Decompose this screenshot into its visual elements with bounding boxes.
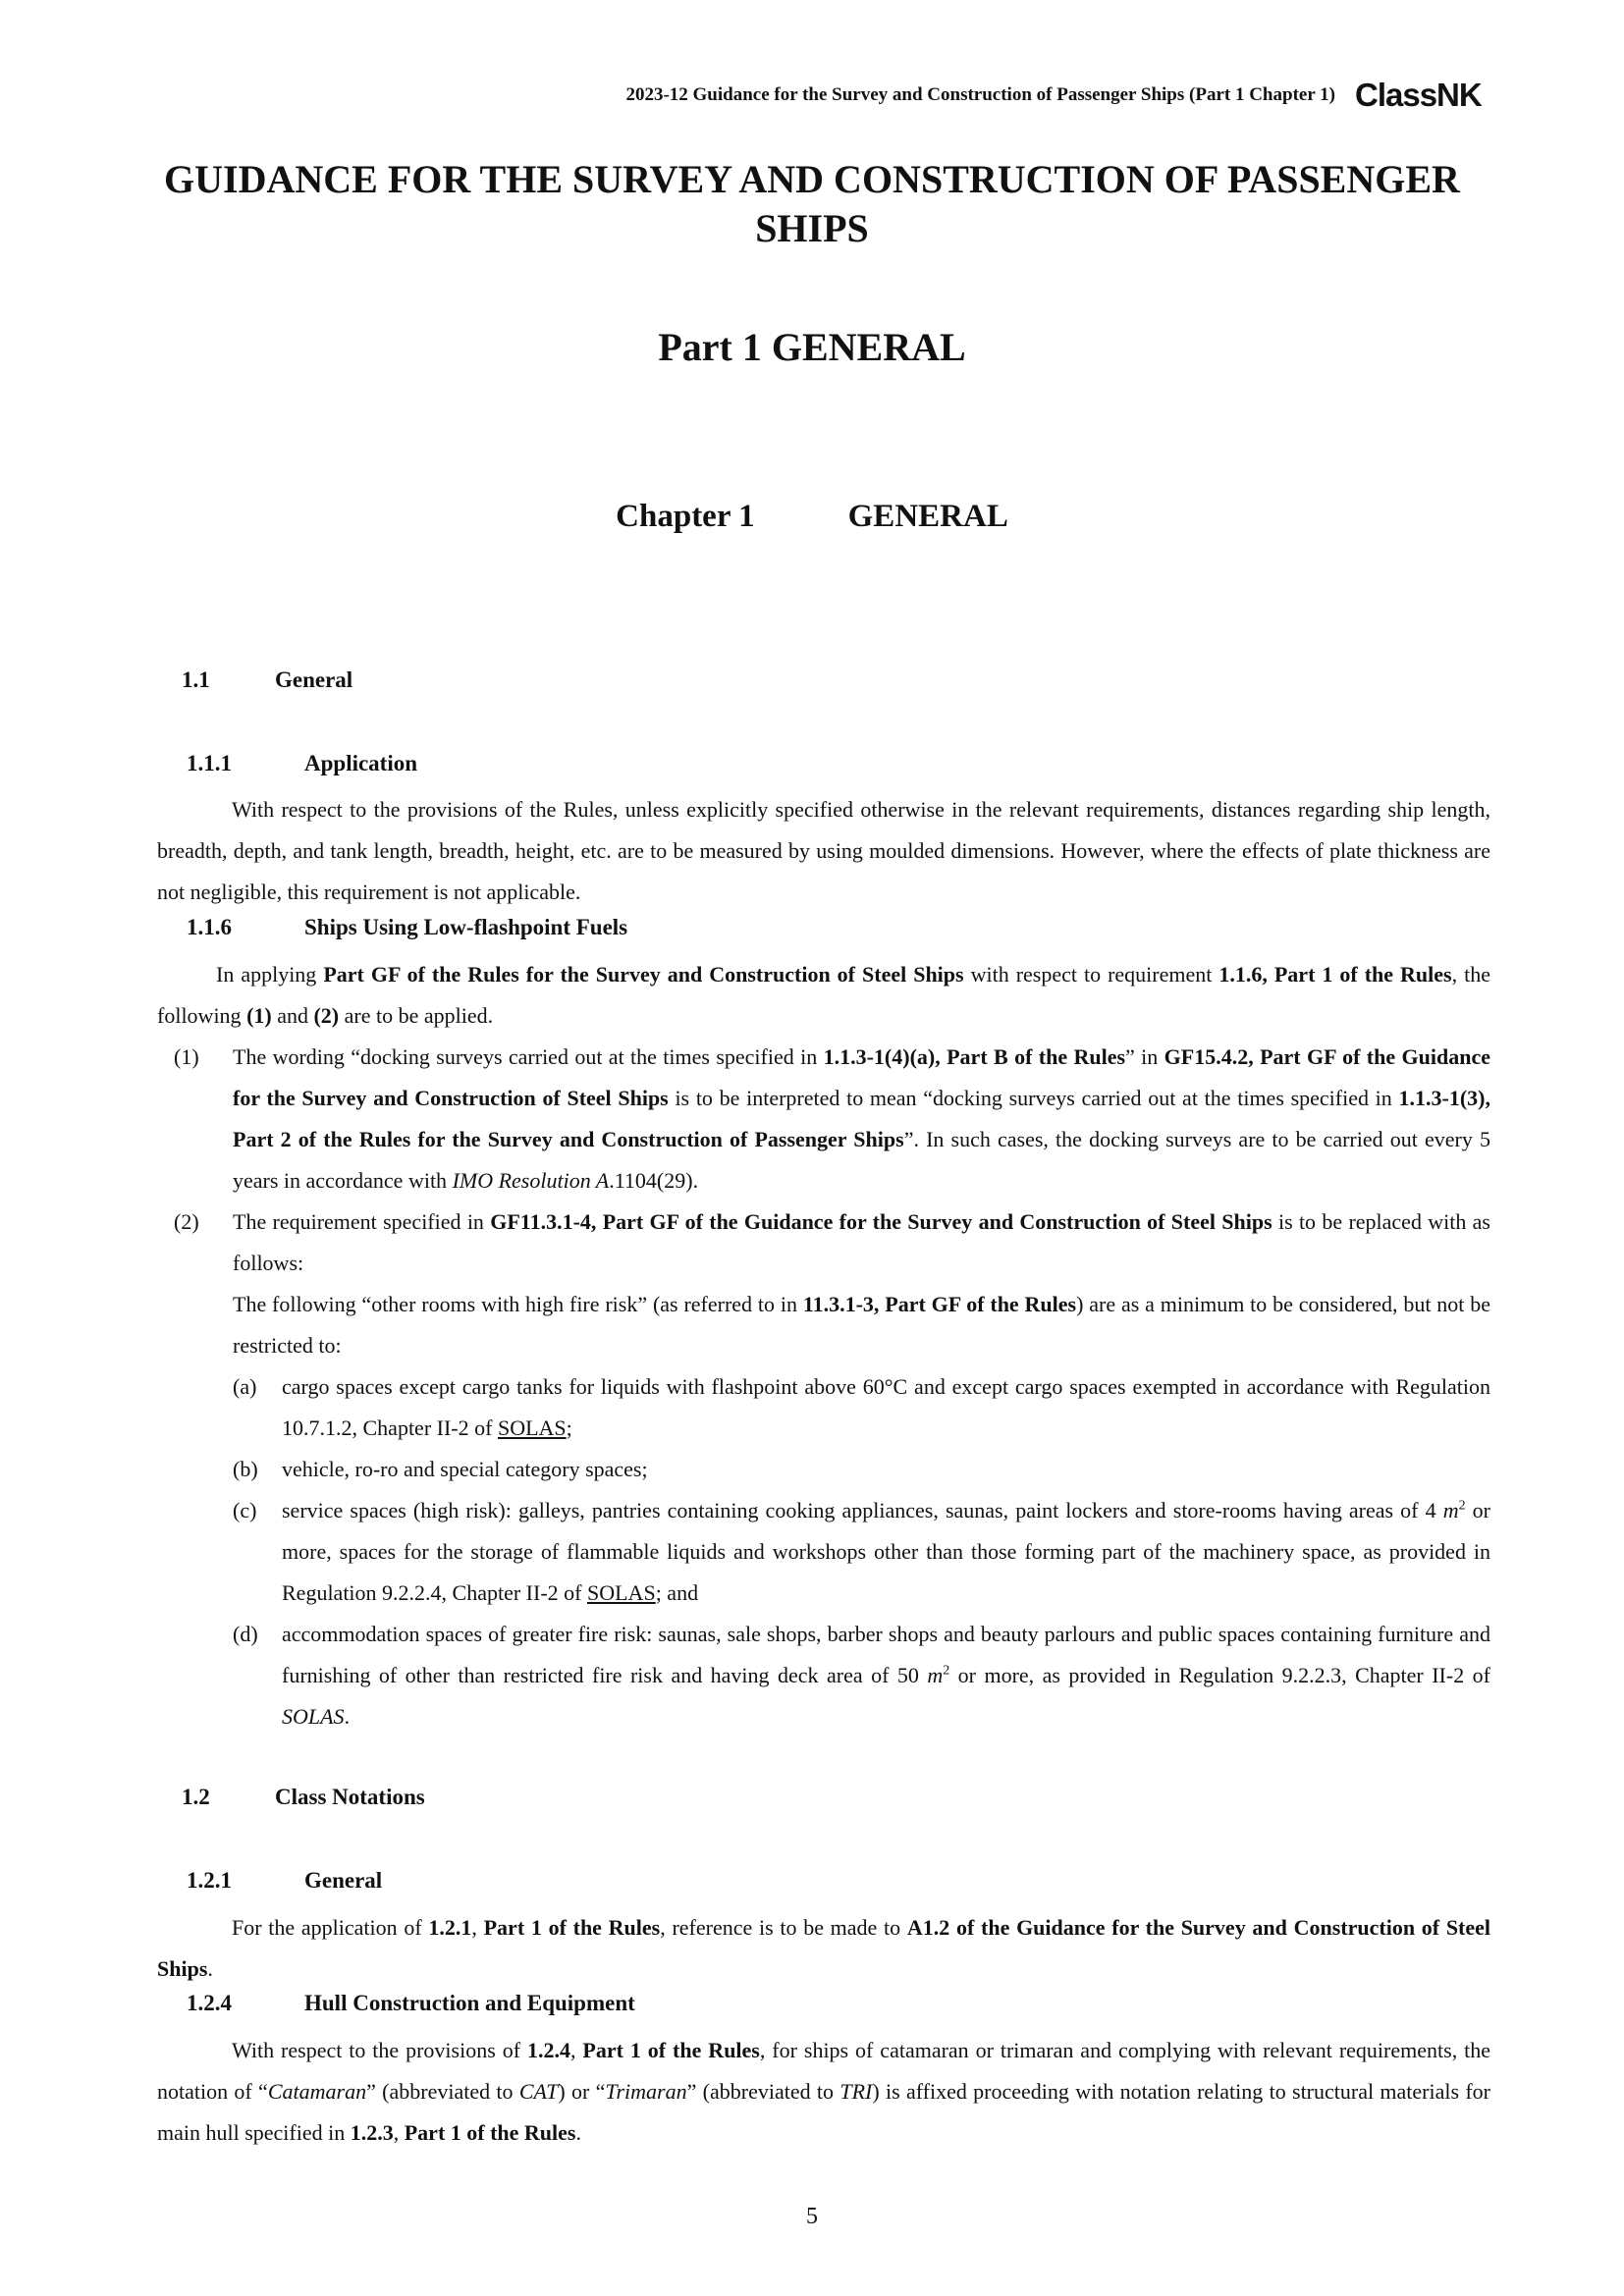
section-heading-1-2: 1.2 Class Notations xyxy=(182,1785,425,1809)
chapter-name: GENERAL xyxy=(847,499,1008,534)
list-item: (2) The requirement specified in GF11.3.1-4, Part GF of the Guidance for the Survey and Construction of Steel Ships is to be replaced with as follows: The following “other rooms with high fire risk” (as referred to in 11.3.1-3, Part GF of the Rules) are as a minimum to be considered, but not be restricted to: (a) cargo spaces except cargo tanks for liquids with flashpoint above 60°C and except cargo spaces exempted in accordance with Regulation 10.7.1.2, Chapter II-2 of SOLAS; (b) vehicle, ro-ro and special category spaces; (c) service spaces (high risk): galleys, pantries containing cooking appliances, saunas, paint lockers and store-rooms having areas of 4 $m^2$ or more, spaces for the storage of flammable liquids and workshops other than those forming part of the machinery space, as provided in Regulation 9.2.2.4, Chapter II-2 of SOLAS; and (d) accommodation spaces of greater fire risk: saunas, sale shops, barber shops and beauty parlours and public spaces containing furniture and furnishing of other than restricted fire risk and having deck area of 50 $m^2$ or more, as provided in Regulation 9.2.2.3, Chapter II-2 of SOLAS. xyxy=(157,1201,1490,1737)
list-item: (c) service spaces (high risk): galleys, pantries containing cooking appliances, saunas, paint lockers and store-rooms having areas of 4 $m^2$ or more, spaces for the storage of flammable liquids and workshops other than those forming part of the machinery space, as provided in Regulation 9.2.2.4, Chapter II-2 of SOLAS; and xyxy=(233,1490,1490,1614)
fire-risk-rooms-list xyxy=(233,1366,1490,1737)
list-item: (1) The wording “docking surveys carried out at the times specified in 1.1.3-1(4)(a), Part B of the Rules” in GF15.4.2, Part GF of the Guidance for the Survey and Construction of Steel Ships is to be interpreted to mean “docking surveys carried out at the times specified in 1.1.3-1(3), Part 2 of the Rules for the Survey and Construction of Passenger Ships”. In such cases, the docking surveys are to be carried out every 5 years in accordance with IMO Resolution A.1104(29). xyxy=(157,1037,1490,1201)
solas-link: SOLAS xyxy=(587,1580,656,1605)
page-number: 5 xyxy=(806,2204,818,2229)
list-marker: (b) xyxy=(233,1457,258,1481)
paragraph-low-flashpoint: In applying Part GF of the Rules for the Survey and Construction of Steel Ships with respect to requirement 1.1.6, Part 1 of the Rules, the following (1) and (2) are to be applied. xyxy=(157,962,1490,1028)
part-title: Part 1 GENERAL xyxy=(658,325,966,369)
list-item: (b) vehicle, ro-ro and special category spaces; xyxy=(233,1449,1490,1490)
paragraph-application: With respect to the provisions of the Rules, unless explicitly specified otherwise in the relevant requirements, distances regarding ship length, breadth, depth, and tank length, breadth, height, etc. are to be measured by using moulded dimensions. However, where the effects of plate thickness are not negligible, this requirement is not applicable. xyxy=(157,797,1490,904)
running-header: 2023-12 Guidance for the Survey and Construction of Passenger Ships (Part 1 Chapter 1) xyxy=(625,84,1335,105)
solas-link: SOLAS xyxy=(497,1415,567,1440)
list-marker: (c) xyxy=(233,1498,257,1522)
section-heading-1-2-1: 1.2.1 General xyxy=(187,1868,383,1893)
list-marker: (2) xyxy=(174,1209,199,1234)
list-item: (a) cargo spaces except cargo tanks for liquids with flashpoint above 60°C and except cargo spaces exempted in accordance with Regulation 10.7.1.2, Chapter II-2 of SOLAS; xyxy=(233,1366,1490,1449)
chapter-title xyxy=(0,499,1624,535)
section-heading-1-2-4: 1.2.4 Hull Construction and Equipment xyxy=(187,1991,635,2015)
document-title: GUIDANCE FOR THE SURVEY AND CONSTRUCTION OF PASSENGER SHIPS xyxy=(164,157,1460,250)
chapter-number: Chapter 1 xyxy=(616,499,755,534)
list-marker: (d) xyxy=(233,1622,258,1646)
paragraph-class-notation-general: For the application of 1.2.1, Part 1 of the Rules, reference is to be made to A1.2 of the Guidance for the Survey and Construction of Steel Ships. xyxy=(157,1915,1491,1981)
section-heading-1-1-6: 1.1.6 Ships Using Low-flashpoint Fuels xyxy=(187,915,628,939)
requirements-list xyxy=(157,1037,1490,1737)
section-heading-1-1: 1.1 General xyxy=(182,667,353,692)
section-heading-1-1-1: 1.1.1 Application xyxy=(187,751,418,775)
list-item: (d) accommodation spaces of greater fire risk: saunas, sale shops, barber shops and beauty parlours and public spaces containing furniture and furnishing of other than restricted fire risk and having deck area of 50 $m^2$ or more, as provided in Regulation 9.2.2.3, Chapter II-2 of SOLAS. xyxy=(233,1614,1490,1737)
list-marker: (a) xyxy=(233,1374,257,1399)
classnk-logo: ClassNK xyxy=(1355,77,1482,113)
paragraph-hull-construction: With respect to the provisions of 1.2.4, Part 1 of the Rules, for ships of catamaran or trimaran and complying with relevant requirements, the notation of “Catamaran” (abbreviated to CAT) or “Trimaran” (abbreviated to TRI) is affixed proceeding with notation relating to structural materials for main hull specified in 1.2.3, Part 1 of the Rules. xyxy=(157,2038,1491,2145)
list-marker: (1) xyxy=(174,1044,199,1069)
